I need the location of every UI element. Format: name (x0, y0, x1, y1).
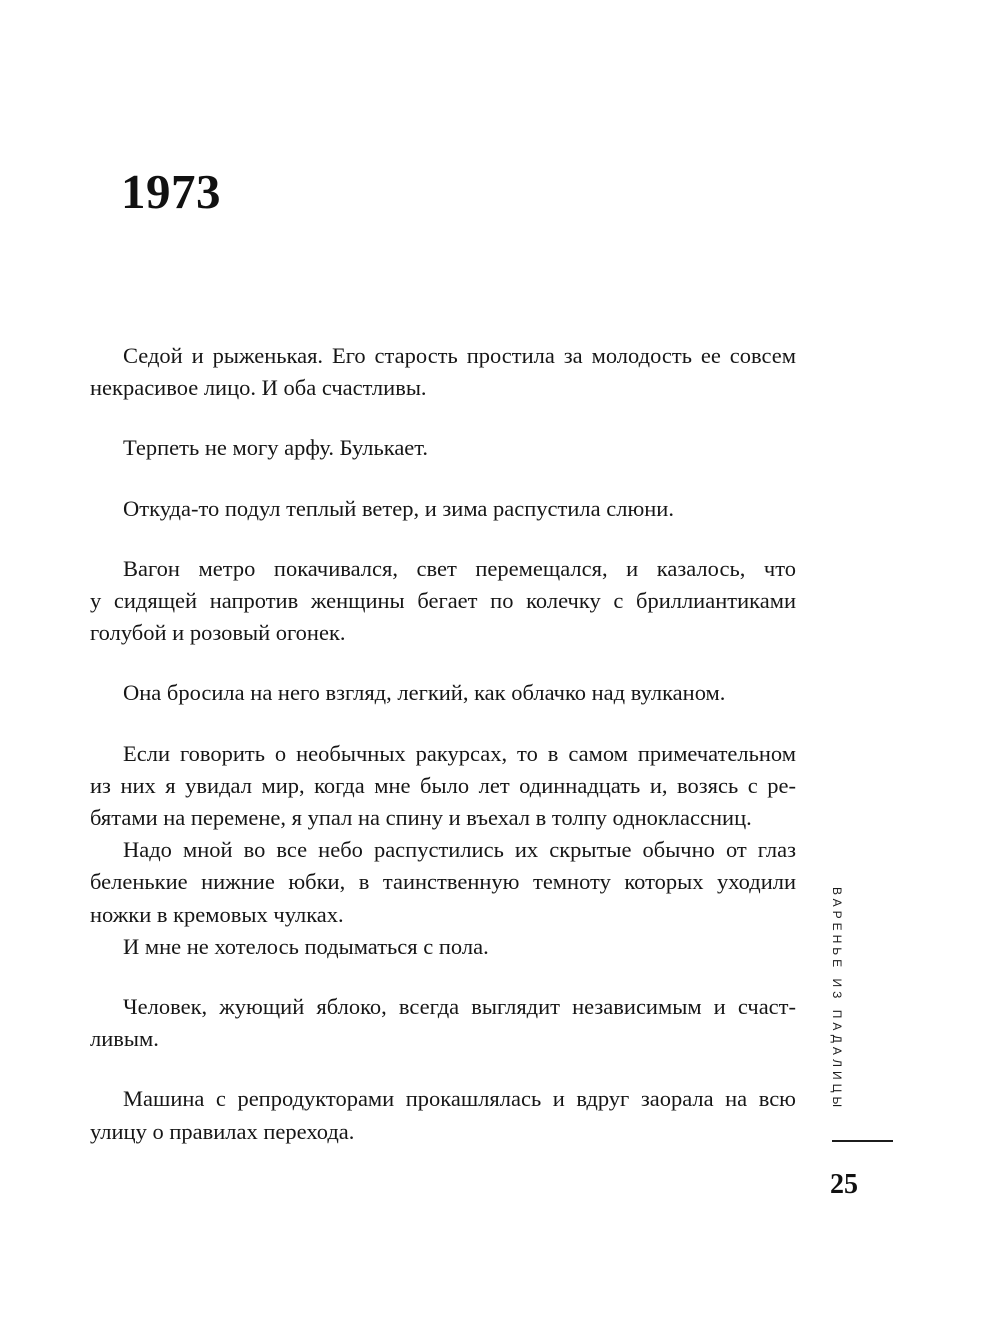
footer-rule (832, 1140, 893, 1142)
page-number: 25 (830, 1169, 858, 1200)
text-line: Вагон метро покачивался, свет перемещался, и казалось, что (123, 555, 796, 581)
text-line: голубой и розовый огонек. (90, 620, 346, 646)
text-line: Человек, жующий яблоко, всегда выглядит независимым и счаст- (123, 994, 796, 1020)
text-line: из них я увидал мир, когда мне было лет одиннадцать и, возясь с ре- (90, 772, 796, 798)
text-line: Надо мной во все небо распустились их скрытые обычно от глаз (123, 837, 796, 863)
text-line: у сидящей напротив женщины бегает по колечку с бриллиантиками (90, 588, 796, 614)
chapter-title: 1973 (121, 164, 221, 219)
paragraph (90, 340, 796, 404)
text-line: Если говорить о необычных ракурсах, то в самом примечательном (123, 740, 796, 766)
text-line: Седой и рыженькая. Его старость простила за молодость ее совсем (123, 343, 796, 368)
paragraph (90, 493, 796, 525)
text-line: бятами на перемене, я упал на спину и въехал в толпу одноклассниц. (90, 805, 752, 831)
text-line: улицу о правилах перехода. (90, 1118, 355, 1144)
paragraph (90, 991, 796, 1055)
text-line: Машина с репродукторами прокашлялась и вдруг заорала на всю (123, 1086, 796, 1112)
paragraph (90, 834, 796, 931)
body-text (90, 340, 796, 1148)
text-line: ливым. (90, 1026, 159, 1052)
paragraph (90, 931, 796, 963)
paragraph (90, 553, 796, 650)
text-line: Терпеть не могу арфу. Булькает. (123, 435, 429, 461)
text-line: Откуда-то подул теплый ветер, и зима распустила слюни. (123, 495, 674, 521)
text-line: беленькие нижние юбки, в таинственную темноту которых уходили (90, 869, 796, 895)
text-line: Она бросила на него взгляд, легкий, как облачко над вулканом. (123, 680, 726, 706)
paragraph (90, 677, 796, 709)
text-line: некрасивое лицо. И оба счастливы. (90, 375, 427, 401)
paragraph (90, 738, 796, 835)
paragraph (90, 432, 796, 464)
paragraph (90, 1083, 796, 1147)
text-line: ножки в кремовых чулках. (90, 901, 344, 927)
running-title: ВАРЕНЬЕ ИЗ ПАДАЛИЦЫ (830, 887, 844, 1112)
text-line: И мне не хотелось подыматься с пола. (123, 933, 489, 959)
